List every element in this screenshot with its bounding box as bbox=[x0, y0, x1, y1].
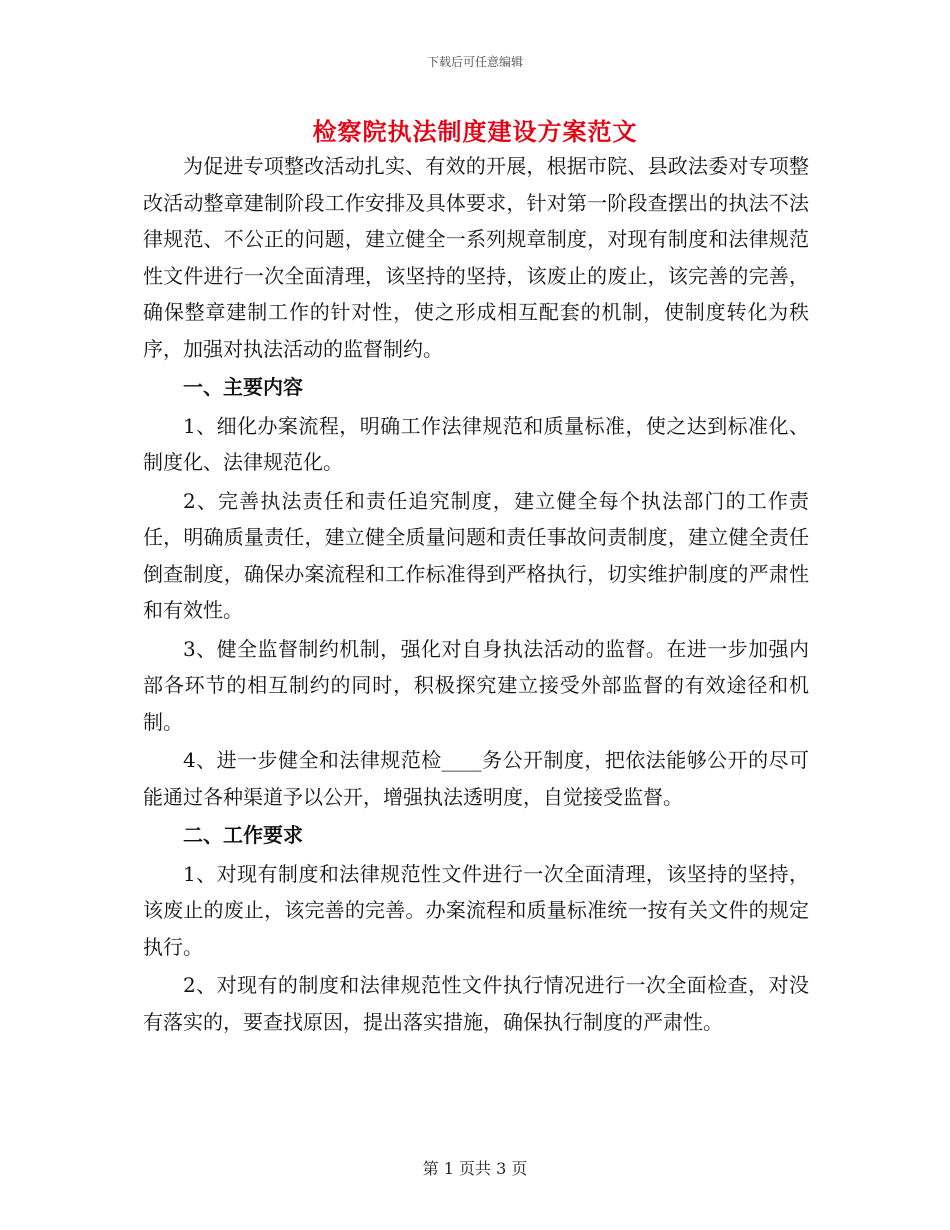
list-item: 1、对现有制度和法律规范性文件进行一次全面清理，该坚持的坚持，该废止的废止，该完善的完善。办案流程和质量标准统一按有关文件的规定执行。 bbox=[143, 861, 809, 959]
list-item: 1、细化办案流程，明确工作法律规范和质量标准，使之达到标准化、制度化、法律规范化。 bbox=[143, 413, 809, 474]
document-body bbox=[143, 148, 809, 1042]
document-title: 检察院执法制度建设方案范文 bbox=[312, 117, 638, 146]
intro-paragraph: 为促进专项整改活动扎实、有效的开展，根据市院、县政法委对专项整改活动整章建制阶段工作安排及具体要求，针对第一阶段查摆出的执法不法律规范、不公正的问题，建立健全一系列规章制度，对现有制度和法律规范性文件进行一次全面清理，该坚持的坚持，该废止的废止，该完善的完善，确保整章建制工作的针对性，使之形成相互配套的机制，使制度转化为秩序，加强对执法活动的监督制约。 bbox=[143, 154, 809, 361]
section-heading-work-requirements: 二、工作要求 bbox=[183, 823, 303, 847]
list-item: 4、进一步健全和法律规范检____务公开制度，把依法能够公开的尽可能通过各种渠道予以公开，增强执法透明度，自觉接受监督。 bbox=[143, 748, 809, 809]
page-header-note: 下载后可任意编辑 bbox=[426, 55, 523, 69]
list-item: 3、健全监督制约机制，强化对自身执法活动的监督。在进一步加强内部各环节的相互制约的同时，积极探究建立接受外部监督的有效途径和机制。 bbox=[143, 636, 809, 734]
list-item: 2、完善执法责任和责任追究制度，建立健全每个执法部门的工作责任，明确质量责任，建立健全质量问题和责任事故问责制度，建立健全责任倒查制度，确保办案流程和工作标准得到严格执行，切实维护制度的严肃性和有效性。 bbox=[143, 488, 809, 622]
page-number-footer: 第 1 页共 3 页 bbox=[422, 1159, 528, 1178]
section-heading-main-content: 一、主要内容 bbox=[183, 375, 303, 399]
list-item: 2、对现有的制度和法律规范性文件执行情况进行一次全面检查，对没有落实的，要查找原因，提出落实措施，确保执行制度的严肃性。 bbox=[143, 973, 809, 1034]
